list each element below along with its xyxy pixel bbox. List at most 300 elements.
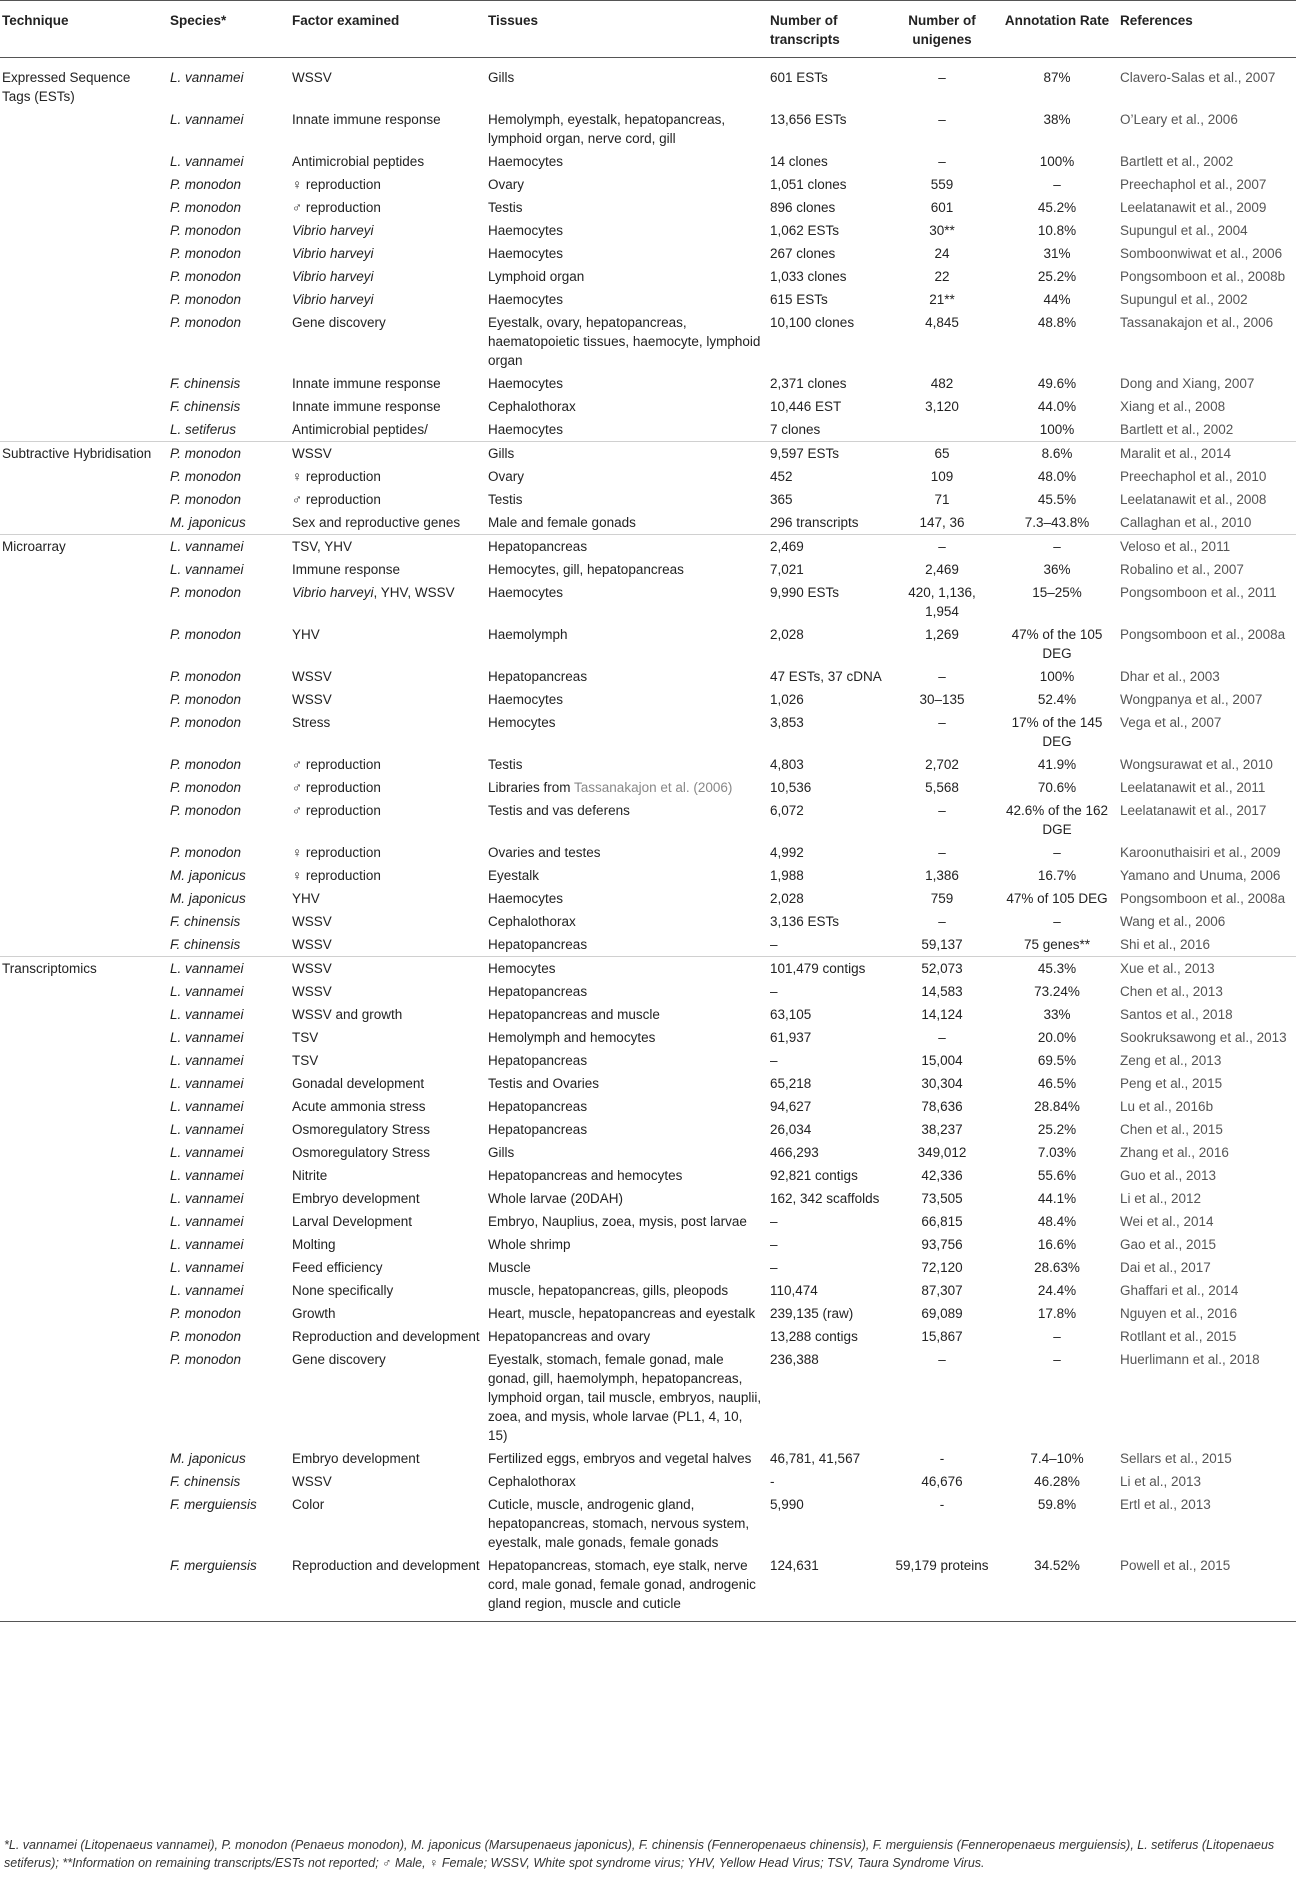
table-row	[0, 219, 1296, 242]
cell-transcripts: –	[770, 1053, 778, 1068]
cell-reference[interactable]: Pongsomboon et al., 2011	[1120, 585, 1277, 600]
cell-technique	[0, 1118, 166, 1141]
cell-technique	[0, 511, 166, 535]
cell-tissues: Hemolymph, eyestalk, hepatopancreas, lymphoid organ, nerve cord, gill	[488, 112, 726, 146]
cell-transcripts: 10,446 EST	[770, 399, 842, 414]
cell-tissues: Eyestalk	[488, 868, 540, 883]
cell-reference[interactable]: Sellars et al., 2015	[1120, 1451, 1232, 1466]
cell-reference[interactable]: Li et al., 2012	[1120, 1191, 1202, 1206]
cell-unigenes: 14,583	[921, 984, 963, 999]
cell-species: L. vannamei	[170, 1030, 244, 1045]
cell-transcripts: 101,479 contigs	[766, 957, 886, 981]
cell-unigenes: 1,269	[925, 627, 959, 642]
table-row	[0, 1470, 1296, 1493]
cell-transcripts: 1,051 clones	[770, 177, 847, 192]
cell-unigenes: 65	[886, 442, 998, 466]
cell-reference[interactable]: Powell et al., 2015	[1116, 1554, 1296, 1622]
cell-transcripts: 3,853	[770, 715, 804, 730]
cell-unigenes: 59,179 proteins	[886, 1554, 998, 1622]
cell-reference[interactable]: Xiang et al., 2008	[1120, 399, 1226, 414]
table-row	[0, 1348, 1296, 1447]
cell-reference[interactable]: Guo et al., 2013	[1120, 1168, 1217, 1183]
cell-annotation: 17.8%	[1037, 1306, 1077, 1321]
cell-unigenes: 42,336	[921, 1168, 963, 1183]
cell-factor: WSSV	[292, 1474, 332, 1489]
header-technique: Technique	[0, 1, 166, 58]
cell-transcripts: 14 clones	[770, 154, 828, 169]
cell-species: L. vannamei	[170, 1145, 244, 1160]
cell-technique: Microarray	[0, 535, 166, 559]
cell-annotation: 52.4%	[1037, 692, 1077, 707]
cell-technique	[0, 1141, 166, 1164]
table-row	[0, 1233, 1296, 1256]
cell-factor: Gene discovery	[292, 1352, 386, 1367]
cell-transcripts: 239,135 (raw)	[770, 1306, 854, 1321]
cell-factor: WSSV	[292, 70, 332, 85]
cell-technique	[0, 372, 166, 395]
tissues-text: Libraries from	[488, 780, 575, 795]
cell-annotation: 36%	[1043, 562, 1071, 577]
cell-technique	[0, 196, 166, 219]
cell-factor: Innate immune response	[292, 376, 441, 391]
cell-factor: ♀ reproduction	[292, 469, 381, 484]
cell-annotation: 100%	[1039, 422, 1075, 437]
cell-species: F. merguiensis	[170, 1497, 257, 1512]
cell-technique	[0, 311, 166, 372]
cell-unigenes: 30,304	[921, 1076, 963, 1091]
cell-unigenes: 24	[934, 246, 950, 261]
cell-unigenes: 69,089	[921, 1306, 963, 1321]
cell-factor: ♂ reproduction	[292, 780, 381, 795]
cell-technique	[0, 711, 166, 753]
cell-reference[interactable]: Pongsomboon et al., 2008a	[1120, 891, 1286, 906]
cell-factor: Embryo development	[292, 1451, 420, 1466]
cell-reference[interactable]: Santos et al., 2018	[1120, 1007, 1233, 1022]
cell-annotation: 41.9%	[1037, 757, 1077, 772]
cell-factor: Sex and reproductive genes	[292, 515, 461, 530]
cell-reference[interactable]: Leelatanawit et al., 2017	[1120, 803, 1267, 818]
cell-technique	[0, 242, 166, 265]
cell-technique	[0, 108, 166, 150]
cell-unigenes: 71	[934, 492, 950, 507]
cell-technique	[0, 1256, 166, 1279]
cell-tissues: Hemolymph and hemocytes	[488, 1030, 656, 1045]
cell-unigenes: 1,386	[925, 868, 959, 883]
cell-unigenes: 46,676	[921, 1474, 963, 1489]
table-row	[0, 558, 1296, 581]
cell-reference[interactable]: Tassanakajon et al., 2006	[1120, 315, 1274, 330]
cell-tissues: Haemocytes	[488, 692, 564, 707]
cell-reference[interactable]: Zeng et al., 2013	[1120, 1053, 1222, 1068]
cell-reference[interactable]: Xue et al., 2013	[1116, 957, 1296, 981]
cell-reference[interactable]: Lu et al., 2016b	[1120, 1099, 1214, 1114]
cell-factor: Growth	[292, 1306, 336, 1321]
cell-transcripts: 65,218	[770, 1076, 812, 1091]
cell-reference[interactable]: O’Leary et al., 2006	[1120, 112, 1238, 127]
cell-reference[interactable]: Supungul et al., 2002	[1120, 292, 1248, 307]
cell-technique	[0, 465, 166, 488]
cell-technique	[0, 150, 166, 173]
cell-technique	[0, 1233, 166, 1256]
cell-reference[interactable]: Wang et al., 2006	[1120, 914, 1226, 929]
cell-factor: Osmoregulatory Stress	[292, 1145, 431, 1160]
cell-unigenes: 72,120	[921, 1260, 963, 1275]
table-row	[0, 488, 1296, 511]
cell-reference[interactable]: Wei et al., 2014	[1120, 1214, 1214, 1229]
cell-unigenes: –	[938, 715, 946, 730]
factor-rest: , YHV, WSSV	[373, 585, 455, 600]
cell-unigenes: 87,307	[921, 1283, 963, 1298]
cell-reference[interactable]: Gao et al., 2015	[1120, 1237, 1217, 1252]
table-row	[0, 1279, 1296, 1302]
cell-tissues: Haemocytes	[488, 376, 564, 391]
cell-transcripts: 5,990	[770, 1497, 804, 1512]
cell-tissues: Hepatopancreas	[488, 984, 588, 999]
cell-transcripts: 13,656 ESTs	[770, 112, 847, 127]
cell-tissues: Hepatopancreas	[484, 535, 766, 559]
cell-species: F. chinensis	[170, 399, 241, 414]
cell-reference[interactable]: Wongpanya et al., 2007	[1120, 692, 1263, 707]
cell-tissues: Hepatopancreas	[488, 1099, 588, 1114]
cell-species: F. chinensis	[170, 914, 241, 929]
cell-technique	[0, 887, 166, 910]
cell-tissues: Gills	[488, 1145, 515, 1160]
cell-technique: Subtractive Hybridisation	[0, 442, 166, 466]
table-row	[0, 1095, 1296, 1118]
cell-species: P. monodon	[170, 292, 242, 307]
cell-technique	[0, 1348, 166, 1447]
cell-unigenes	[886, 418, 998, 442]
cell-technique	[0, 776, 166, 799]
cell-factor: Innate immune response	[292, 399, 441, 414]
cell-factor: ♂ reproduction	[292, 492, 381, 507]
cell-factor: Nitrite	[292, 1168, 328, 1183]
cell-unigenes: 22	[934, 269, 950, 284]
cell-reference[interactable]: Maralit et al., 2014	[1116, 442, 1296, 466]
cell-species: L. vannamei	[170, 1076, 244, 1091]
cell-technique	[0, 665, 166, 688]
cell-tissues: Hemocytes	[484, 957, 766, 981]
cell-annotation: 25.2%	[1037, 269, 1077, 284]
cell-transcripts: 1,988	[770, 868, 804, 883]
cell-factor: ♂ reproduction	[292, 803, 381, 818]
cell-transcripts: 6,072	[770, 803, 804, 818]
cell-reference[interactable]: Ertl et al., 2013	[1120, 1497, 1211, 1512]
cell-unigenes: –	[938, 112, 946, 127]
cell-reference[interactable]: Peng et al., 2015	[1120, 1076, 1223, 1091]
cell-reference[interactable]: Ghaffari et al., 2014	[1120, 1283, 1239, 1298]
cell-annotation: 16.7%	[1037, 868, 1077, 883]
cell-factor: Antimicrobial peptides	[292, 154, 425, 169]
cell-technique	[0, 265, 166, 288]
cell-tissues: Eyestalk, ovary, hepatopancreas, haematopoietic tissues, haemocyte, lymphoid organ	[488, 315, 761, 368]
cell-reference[interactable]: Zhang et al., 2016	[1120, 1145, 1229, 1160]
cell-tissues: Gills	[488, 70, 515, 85]
cell-annotation: 73.24%	[1034, 984, 1080, 999]
cell-unigenes: –	[938, 154, 946, 169]
cell-technique	[0, 933, 166, 957]
cell-technique	[0, 1210, 166, 1233]
cell-tissues: Haemocytes	[488, 292, 564, 307]
cell-unigenes: 349,012	[917, 1145, 967, 1160]
cell-annotation: 16.6%	[1037, 1237, 1077, 1252]
cell-tissues: Cephalothorax	[488, 1474, 576, 1489]
cell-species: L. vannamei	[170, 562, 244, 577]
header-transcripts: Number of transcripts	[766, 1, 886, 58]
cell-reference[interactable]: Bartlett et al., 2002	[1120, 154, 1234, 169]
cell-reference[interactable]: Pongsomboon et al., 2008a	[1120, 627, 1286, 642]
cell-factor: Larval Development	[292, 1214, 413, 1229]
cell-species: P. monodon	[170, 1306, 242, 1321]
cell-annotation: 45.2%	[1037, 200, 1077, 215]
cell-annotation: 38%	[1043, 112, 1071, 127]
cell-species: L. vannamei	[170, 154, 244, 169]
table-row	[0, 1210, 1296, 1233]
cell-annotation: 42.6% of the 162 DGE	[1005, 803, 1109, 837]
cell-transcripts: 61,937	[770, 1030, 812, 1045]
cell-transcripts: 466,293	[770, 1145, 819, 1160]
cell-reference[interactable]: Dhar et al., 2003	[1120, 669, 1220, 684]
cell-factor: TSV	[292, 1030, 319, 1045]
cell-technique	[0, 1026, 166, 1049]
cell-reference[interactable]: Robalino et al., 2007	[1120, 562, 1244, 577]
cell-factor: Vibrio harveyi	[292, 269, 374, 284]
cell-tissues	[484, 776, 766, 799]
cell-transcripts: 63,105	[770, 1007, 812, 1022]
cell-technique	[0, 910, 166, 933]
table-row	[0, 288, 1296, 311]
cell-reference[interactable]: Karoonuthaisiri et al., 2009	[1120, 845, 1281, 860]
cell-transcripts: 46,781, 41,567	[770, 1451, 861, 1466]
table-row	[0, 1256, 1296, 1279]
cell-factor: ♀ reproduction	[292, 868, 381, 883]
cell-reference[interactable]: Bartlett et al., 2002	[1120, 422, 1234, 437]
cell-transcripts: 452	[770, 469, 793, 484]
cell-tissues: Haemocytes	[488, 422, 564, 437]
cell-annotation: –	[1053, 1352, 1061, 1367]
cell-species: L. vannamei	[170, 1099, 244, 1114]
cell-technique	[0, 1554, 166, 1622]
table-row	[0, 980, 1296, 1003]
cell-annotation: 55.6%	[1037, 1168, 1077, 1183]
table-row	[0, 581, 1296, 623]
cell-species: L. vannamei	[170, 1237, 244, 1252]
table-row	[0, 465, 1296, 488]
cell-annotation: 20.0%	[1037, 1030, 1077, 1045]
cell-species: P. monodon	[170, 492, 242, 507]
cell-factor: Gene discovery	[292, 315, 386, 330]
cell-reference[interactable]: Wongsurawat et al., 2010	[1120, 757, 1273, 772]
cell-transcripts: 110,474	[770, 1283, 818, 1298]
cell-annotation: –	[1053, 177, 1061, 192]
cell-reference[interactable]: Dai et al., 2017	[1120, 1260, 1211, 1275]
cell-technique	[0, 799, 166, 841]
table-row	[0, 1049, 1296, 1072]
cell-reference[interactable]: Clavero-Salas et al., 2007	[1120, 70, 1276, 85]
table-row	[0, 753, 1296, 776]
cell-technique	[0, 488, 166, 511]
cell-transcripts: 1,033 clones	[770, 269, 847, 284]
cell-species: P. monodon	[170, 200, 242, 215]
cell-factor: Reproduction and development	[292, 1329, 480, 1344]
cell-tissues: Cephalothorax	[488, 914, 576, 929]
cell-tissues: Haemolymph	[488, 627, 568, 642]
cell-annotation: 47% of 105 DEG	[1006, 891, 1108, 906]
cell-reference[interactable]: Yamano and Unuma, 2006	[1120, 868, 1281, 883]
cell-reference[interactable]: Chen et al., 2015	[1120, 1122, 1223, 1137]
cell-species: P. monodon	[170, 757, 242, 772]
cell-unigenes: 420, 1,136, 1,954	[908, 585, 976, 619]
cell-technique: Expressed Sequence Tags (ESTs)	[2, 70, 131, 104]
cell-transcripts: 3,136 ESTs	[770, 914, 840, 929]
cell-annotation: 44.1%	[1037, 1191, 1077, 1206]
cell-transcripts: 7 clones	[770, 422, 821, 437]
cell-transcripts: 2,028	[770, 627, 804, 642]
cell-transcripts: 1,062 ESTs	[770, 223, 840, 238]
cell-reference[interactable]: Preechaphol et al., 2010	[1120, 469, 1267, 484]
cell-unigenes: 52,073	[886, 957, 998, 981]
cell-reference[interactable]: Vega et al., 2007	[1120, 715, 1222, 730]
cell-annotation: –	[998, 535, 1116, 559]
cell-annotation: –	[1053, 1329, 1061, 1344]
cell-unigenes: –	[938, 845, 946, 860]
table-row	[0, 1164, 1296, 1187]
cell-factor: Reproduction and development	[288, 1554, 484, 1622]
cell-factor: WSSV	[292, 984, 332, 999]
cell-reference[interactable]: Nguyen et al., 2016	[1120, 1306, 1238, 1321]
cell-technique	[0, 980, 166, 1003]
cell-annotation: 25.2%	[1037, 1122, 1077, 1137]
cell-transcripts: 365	[770, 492, 793, 507]
cell-transcripts: 601 ESTs	[770, 70, 828, 85]
cell-unigenes: 2,702	[925, 757, 959, 772]
cell-tissues: Ovary	[488, 177, 525, 192]
cell-unigenes: 30**	[929, 223, 955, 238]
cell-factor: Stress	[292, 715, 331, 730]
cell-annotation: 46.28%	[1034, 1474, 1080, 1489]
cell-transcripts: 9,597 ESTs	[766, 442, 886, 466]
cell-reference[interactable]: Huerlimann et al., 2018	[1120, 1352, 1260, 1367]
cell-unigenes: 559	[930, 177, 954, 192]
cell-tissues: Haemocytes	[488, 585, 564, 600]
cell-technique	[0, 753, 166, 776]
table-row	[0, 1118, 1296, 1141]
cell-reference[interactable]: Preechaphol et al., 2007	[1120, 177, 1267, 192]
cell-reference[interactable]: Leelatanawit et al., 2009	[1120, 200, 1267, 215]
cell-reference[interactable]: Rotllant et al., 2015	[1120, 1329, 1237, 1344]
cell-transcripts: 2,371 clones	[770, 376, 847, 391]
cell-transcripts: 10,536	[770, 780, 812, 795]
cell-unigenes: 30–135	[919, 692, 965, 707]
table-body	[0, 58, 1296, 1622]
cell-tissues: Male and female gonads	[488, 515, 636, 530]
cell-tissues: Hepatopancreas, stomach, eye stalk, nerve cord, male gonad, female gonad, androgenic gland region, muscle and cuticle	[484, 1554, 766, 1622]
table-row	[0, 688, 1296, 711]
cell-reference[interactable]: Veloso et al., 2011	[1116, 535, 1296, 559]
cell-reference[interactable]: Chen et al., 2013	[1120, 984, 1223, 999]
cell-species: P. monodon	[166, 442, 288, 466]
cell-species: L. setiferus	[170, 422, 237, 437]
cell-tissues: Hepatopancreas	[488, 669, 588, 684]
cell-tissues: Hepatopancreas and muscle	[488, 1007, 660, 1022]
cell-species: P. monodon	[170, 1352, 242, 1367]
cell-factor: ♂ reproduction	[292, 200, 381, 215]
cell-annotation: –	[1053, 914, 1061, 929]
cell-reference[interactable]: Sookruksawong et al., 2013	[1120, 1030, 1287, 1045]
cell-technique	[0, 1164, 166, 1187]
cell-species: P. monodon	[170, 1329, 242, 1344]
tissues-link[interactable]: Tassanakajon et al. (2006)	[574, 780, 733, 795]
cell-annotation: 7.3–43.8%	[1024, 515, 1090, 530]
cell-annotation: 48.8%	[1037, 315, 1077, 330]
cell-reference[interactable]: Somboonwiwat et al., 2006	[1120, 246, 1283, 261]
table-row	[0, 841, 1296, 864]
cell-species: L. vannamei	[170, 1122, 244, 1137]
cell-tissues: Hepatopancreas and ovary	[488, 1329, 651, 1344]
cell-transcripts: –	[770, 937, 778, 952]
cell-factor: Embryo development	[292, 1191, 420, 1206]
table-row	[0, 535, 1296, 559]
cell-annotation: 44%	[1043, 292, 1071, 307]
cell-species: L. vannamei	[170, 1168, 244, 1183]
cell-tissues: Cephalothorax	[488, 399, 576, 414]
cell-factor: ♀ reproduction	[292, 845, 381, 860]
cell-tissues: Hepatopancreas	[488, 937, 588, 952]
cell-unigenes: 38,237	[921, 1122, 963, 1137]
header-species: Species*	[166, 1, 288, 58]
table-row	[0, 776, 1296, 799]
cell-technique	[0, 288, 166, 311]
cell-tissues: Embryo, Nauplius, zoea, mysis, post larvae	[488, 1214, 747, 1229]
cell-factor: Molting	[292, 1237, 336, 1252]
cell-species: M. japonicus	[170, 891, 246, 906]
cell-reference[interactable]: Supungul et al., 2004	[1120, 223, 1248, 238]
cell-reference[interactable]: Dong and Xiang, 2007	[1120, 376, 1255, 391]
cell-transcripts: 267 clones	[770, 246, 836, 261]
cell-reference[interactable]: Leelatanawit et al., 2011	[1120, 780, 1266, 795]
cell-factor: WSSV	[288, 442, 484, 466]
cell-factor: Vibrio harveyi	[292, 246, 374, 261]
cell-factor: WSSV and growth	[292, 1007, 403, 1022]
cell-transcripts: 162, 342 scaffolds	[770, 1191, 880, 1206]
cell-species: P. monodon	[170, 469, 242, 484]
cell-transcripts: 296 transcripts	[770, 515, 859, 530]
cell-reference[interactable]: Leelatanawit et al., 2008	[1120, 492, 1267, 507]
cell-technique	[0, 1302, 166, 1325]
cell-reference[interactable]: Callaghan et al., 2010	[1120, 515, 1252, 530]
cell-technique	[0, 1325, 166, 1348]
cell-reference[interactable]: Li et al., 2013	[1120, 1474, 1202, 1489]
cell-transcripts: 10,100 clones	[770, 315, 855, 330]
table-row	[0, 1447, 1296, 1470]
cell-unigenes: 109	[930, 469, 954, 484]
cell-reference[interactable]: Shi et al., 2016	[1120, 937, 1211, 952]
cell-transcripts: 7,021	[770, 562, 804, 577]
cell-annotation: 70.6%	[1037, 780, 1077, 795]
table-row	[0, 108, 1296, 150]
table-row	[0, 511, 1296, 535]
cell-reference[interactable]: Pongsomboon et al., 2008b	[1120, 269, 1286, 284]
cell-species: P. monodon	[170, 715, 242, 730]
cell-technique	[0, 1095, 166, 1118]
cell-annotation: 7.4–10%	[1030, 1451, 1084, 1466]
cell-transcripts: 13,288 contigs	[770, 1329, 858, 1344]
cell-unigenes: 66,815	[921, 1214, 963, 1229]
table-row	[0, 173, 1296, 196]
cell-transcripts: 1,026	[770, 692, 804, 707]
cell-transcripts: –	[770, 1237, 778, 1252]
cell-unigenes: 147, 36	[919, 515, 965, 530]
